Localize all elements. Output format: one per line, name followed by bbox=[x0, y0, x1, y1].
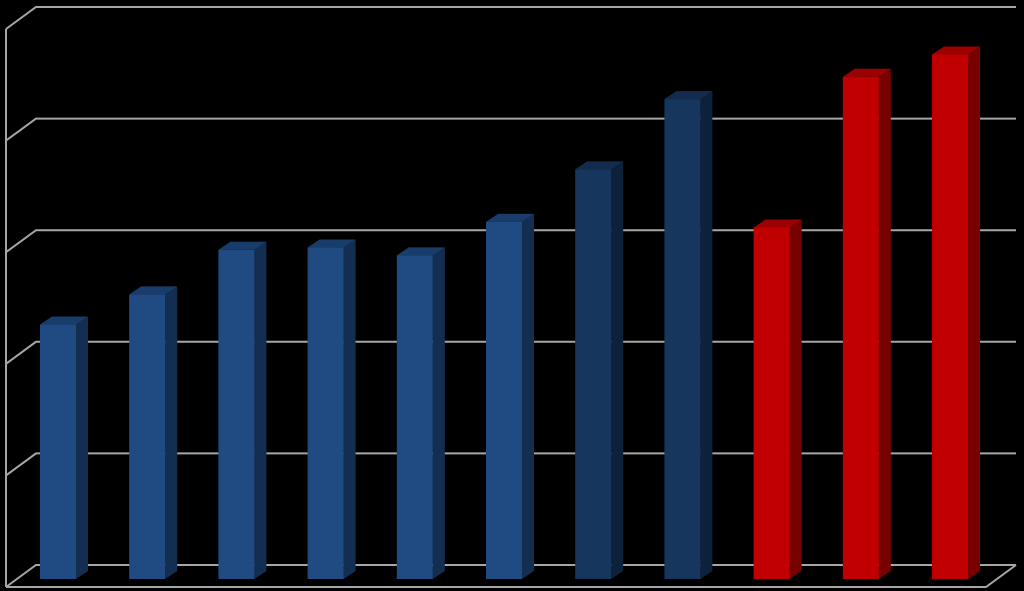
bar-side bbox=[790, 219, 802, 579]
bars bbox=[40, 46, 980, 579]
bar-side bbox=[165, 286, 177, 579]
bar bbox=[486, 214, 534, 579]
bar-front bbox=[754, 227, 790, 579]
bar-side bbox=[344, 240, 356, 579]
bar bbox=[397, 247, 445, 579]
bar-front bbox=[664, 99, 700, 579]
bar-front bbox=[218, 250, 254, 579]
bar-side bbox=[76, 317, 88, 579]
bar bbox=[218, 242, 266, 579]
bar bbox=[575, 161, 623, 579]
gridline bbox=[6, 7, 1016, 29]
bar bbox=[308, 240, 356, 579]
bar-front bbox=[129, 294, 165, 579]
bar bbox=[843, 69, 891, 579]
bar-front bbox=[486, 222, 522, 579]
bar-side bbox=[433, 247, 445, 579]
bar bbox=[754, 219, 802, 579]
bar-side bbox=[700, 91, 712, 579]
bar bbox=[40, 317, 88, 579]
bar-side bbox=[254, 242, 266, 579]
bar-front bbox=[397, 255, 433, 579]
bar-side bbox=[522, 214, 534, 579]
bar-front bbox=[843, 77, 879, 579]
bar-front bbox=[575, 169, 611, 579]
bar-front bbox=[40, 325, 76, 579]
bar-front bbox=[932, 54, 968, 579]
bar bbox=[129, 286, 177, 579]
bar-side bbox=[611, 161, 623, 579]
bar bbox=[932, 46, 980, 579]
bar bbox=[664, 91, 712, 579]
bar-side bbox=[879, 69, 891, 579]
bar-side bbox=[968, 46, 980, 579]
bar-front bbox=[308, 248, 344, 579]
